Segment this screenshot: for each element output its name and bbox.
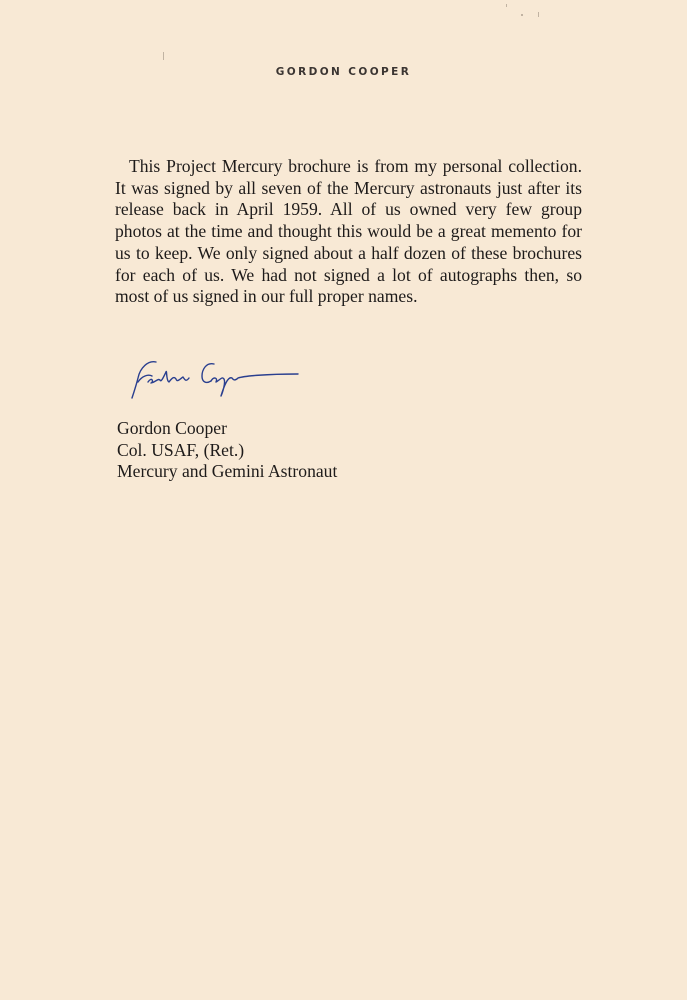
paper-mark — [538, 12, 539, 17]
paper-mark — [521, 14, 523, 16]
letterhead-name: GORDON COOPER — [275, 66, 412, 78]
handwritten-signature — [126, 352, 306, 402]
closing-rank: Col. USAF, (Ret.) — [117, 439, 245, 460]
closing-name: Gordon Cooper — [117, 418, 227, 438]
signature-block — [117, 418, 337, 483]
paper-mark — [506, 4, 507, 7]
letter-body: This Project Mercury brochure is from my personal collection. It was signed by all seven of the Mercury astronauts just after its release back in April 1959. All of us owned very few group photos at the time and thought this would be a great memento for us to keep. We only signed about a half dozen of these brochures for each of us. We had not signed a lot of autographs then, so most of us signed in our full proper names. — [115, 156, 582, 307]
paper-mark — [163, 52, 164, 60]
closing-title: Mercury and Gemini Astronaut — [117, 461, 338, 481]
